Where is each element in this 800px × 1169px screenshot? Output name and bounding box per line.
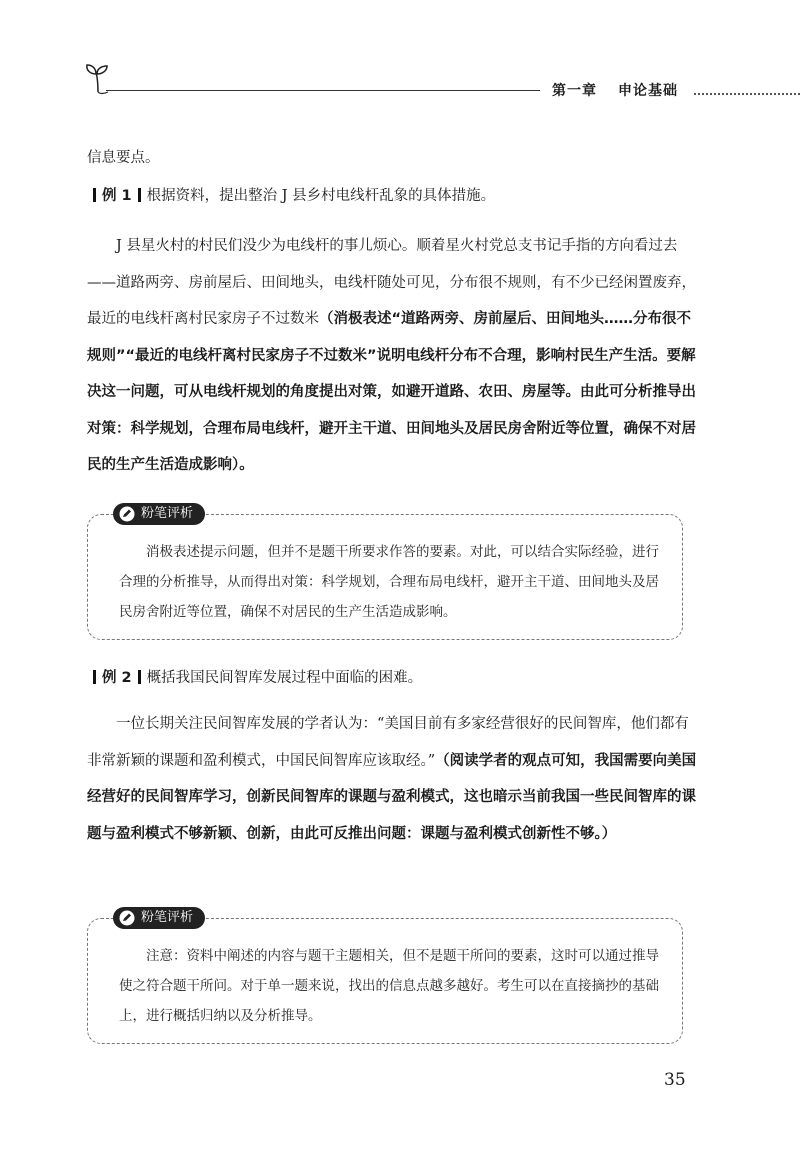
comment-label-1 xyxy=(113,503,205,525)
example1-tag: 例 1 xyxy=(102,188,132,204)
comment-label-text: 粉笔评析 xyxy=(141,910,194,925)
comment-box-2 xyxy=(87,910,683,1044)
section-title: 申论基础 xyxy=(618,83,678,99)
comment-text-2: 注意：资料中阐述的内容与题干主题相关，但不是题干所问的要素，这时可以通过推导使之符合题干所问。对于单一题来说，找出的信息点越多越好。考生可以在直接摘抄的基础上，进行概括归纳以及分析推导。 xyxy=(119,948,659,1024)
header-dotted-rule xyxy=(694,93,800,95)
example1-question: 根据资料，提出整治 J 县乡村电线杆乱象的具体措施。 xyxy=(146,188,496,204)
example1-passage: J 县星火村的村民们没少为电线杆的事儿烦心。顺着星火村党总支书记手指的方向看过去——道路两旁、房前屋后、田间地头，电线杆随处可见，分布很不规则，有不少已经闲置废弃，最近的电线杆离村民家房子不过数米 xyxy=(87,238,696,327)
header-rule xyxy=(106,90,540,91)
example2-analysis: （阅读学者的观点可知，我国需要向美国经营好的民间智库学习，创新民间智库的课题与盈利模式，这也暗示当前我国一些民间智库的课题与盈利模式不够新颖、创新，由此可反推出问题：课题与盈利模式创新性不够。） xyxy=(87,752,697,842)
page-number: 35 xyxy=(664,1070,686,1090)
comment-box-1 xyxy=(87,506,683,640)
intro-text: 信息要点。 xyxy=(87,150,160,166)
example2-heading xyxy=(87,668,697,688)
bar-marker xyxy=(93,188,96,202)
bar-marker xyxy=(138,188,141,202)
bar-marker xyxy=(93,670,96,684)
example2-passage: 一位长期关注民间智库发展的学者认为：“美国目前有多家经营很好的民间智库，他们都有非常新颖的课题和盈利模式，中国民间智库应该取经。” xyxy=(87,716,689,769)
example1-heading xyxy=(87,186,697,206)
pencil-icon xyxy=(119,910,135,926)
comment-label-text: 粉笔评析 xyxy=(141,506,194,521)
chapter-label: 第一章 xyxy=(552,83,597,99)
comment-text-1: 消极表述提示问题，但并不是题干所要求作答的要素。对此，可以结合实际经验，进行合理的分析推导，从而得出对策：科学规划，合理布局电线杆，避开主干道、田间地头及居民房舍附近等位置，确保不对居民的生产生活造成影响。 xyxy=(119,544,659,620)
comment-label-2 xyxy=(113,907,205,929)
example1-body xyxy=(87,228,697,484)
example2-question: 概括我国民间智库发展过程中面临的困难。 xyxy=(146,670,423,686)
example2-body xyxy=(87,706,697,852)
pencil-icon xyxy=(119,506,135,522)
page-header xyxy=(84,62,800,102)
example2-tag: 例 2 xyxy=(102,670,132,686)
bar-marker xyxy=(138,670,141,684)
example1-analysis: （消极表述“道路两旁、房前屋后、田间地头……分布很不规则”“最近的电线杆离村民家房子不过数米”说明电线杆分布不合理，影响村民生产生活。要解决这一问题，可从电线杆规划的角度提出对策，如避开道路、农田、房屋等。由此可分析推导出对策：科学规划，合理布局电线杆，避开主干道、田间地头及居民房舍附近等位置，确保不对居民的生产生活造成影响）。 xyxy=(87,311,696,473)
